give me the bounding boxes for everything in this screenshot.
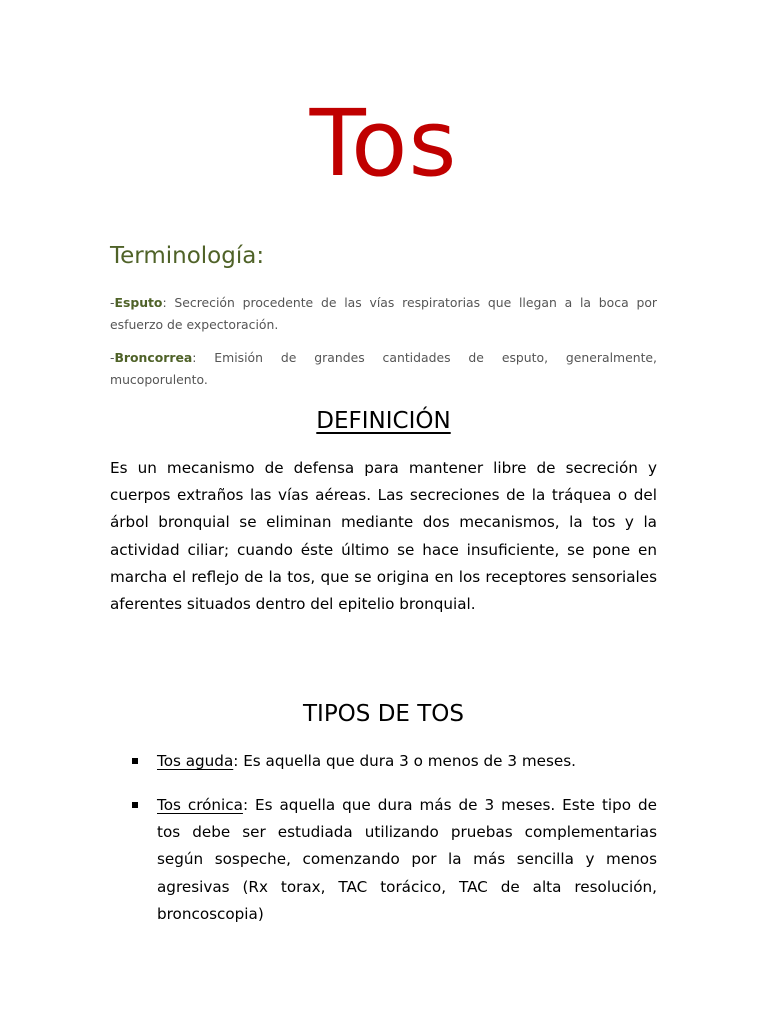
terminology-entry-prefix: - [110, 295, 115, 310]
square-bullet-icon [132, 758, 138, 764]
terminology-definition: : Emisión de grandes cantidades de esputo, generalmente, mucoporulento. [110, 350, 657, 387]
definition-paragraph: Es un mecanismo de defensa para mantener libre de secreción y cuerpos extraños las vías aéreas. Las secreciones de la tráquea o del árbol bronquial se eliminan mediante dos mecanismos, la tos y la actividad ciliar; cuando éste último se hace insuficiente, se pone en marcha el reflejo de la tos, que se origina en los receptores sensoriales aferentes situados dentro del epitelio bronquial. [110, 459, 657, 614]
list-item-description: : Es aquella que dura 3 o menos de 3 meses. [233, 752, 576, 770]
list-item-description: : Es aquella que dura más de 3 meses. Este tipo de tos debe ser estudiada utilizando pruebas complementarias según sospeche, comenzando por la más sencilla y menos agresivas (Rx torax, TAC torácico, TAC de alta resolución, broncoscopia) [157, 796, 658, 923]
page-title: Tos [309, 90, 458, 197]
terminology-term: Esputo [114, 295, 163, 310]
terminology-heading: Terminología: [110, 243, 265, 269]
list-item-text [157, 792, 657, 928]
terminology-term: Broncorrea [114, 350, 193, 365]
terminology-entry-esputo [110, 292, 657, 336]
list-item-term: Tos crónica [157, 796, 243, 814]
definition-heading-text: DEFINICIÓN [316, 408, 451, 434]
terminology-definition: : Secreción procedente de las vías respiratorias que llegan a la boca por esfuerzo de expectoración. [110, 295, 657, 332]
terminology-entry-broncorrea [110, 347, 657, 391]
terminology-entry-prefix: - [110, 350, 115, 365]
list-item-term: Tos aguda [157, 752, 234, 770]
list-item-text [157, 748, 657, 775]
types-heading: TIPOS DE TOS [302, 701, 465, 727]
definition-heading [110, 408, 657, 434]
square-bullet-icon [132, 802, 138, 808]
